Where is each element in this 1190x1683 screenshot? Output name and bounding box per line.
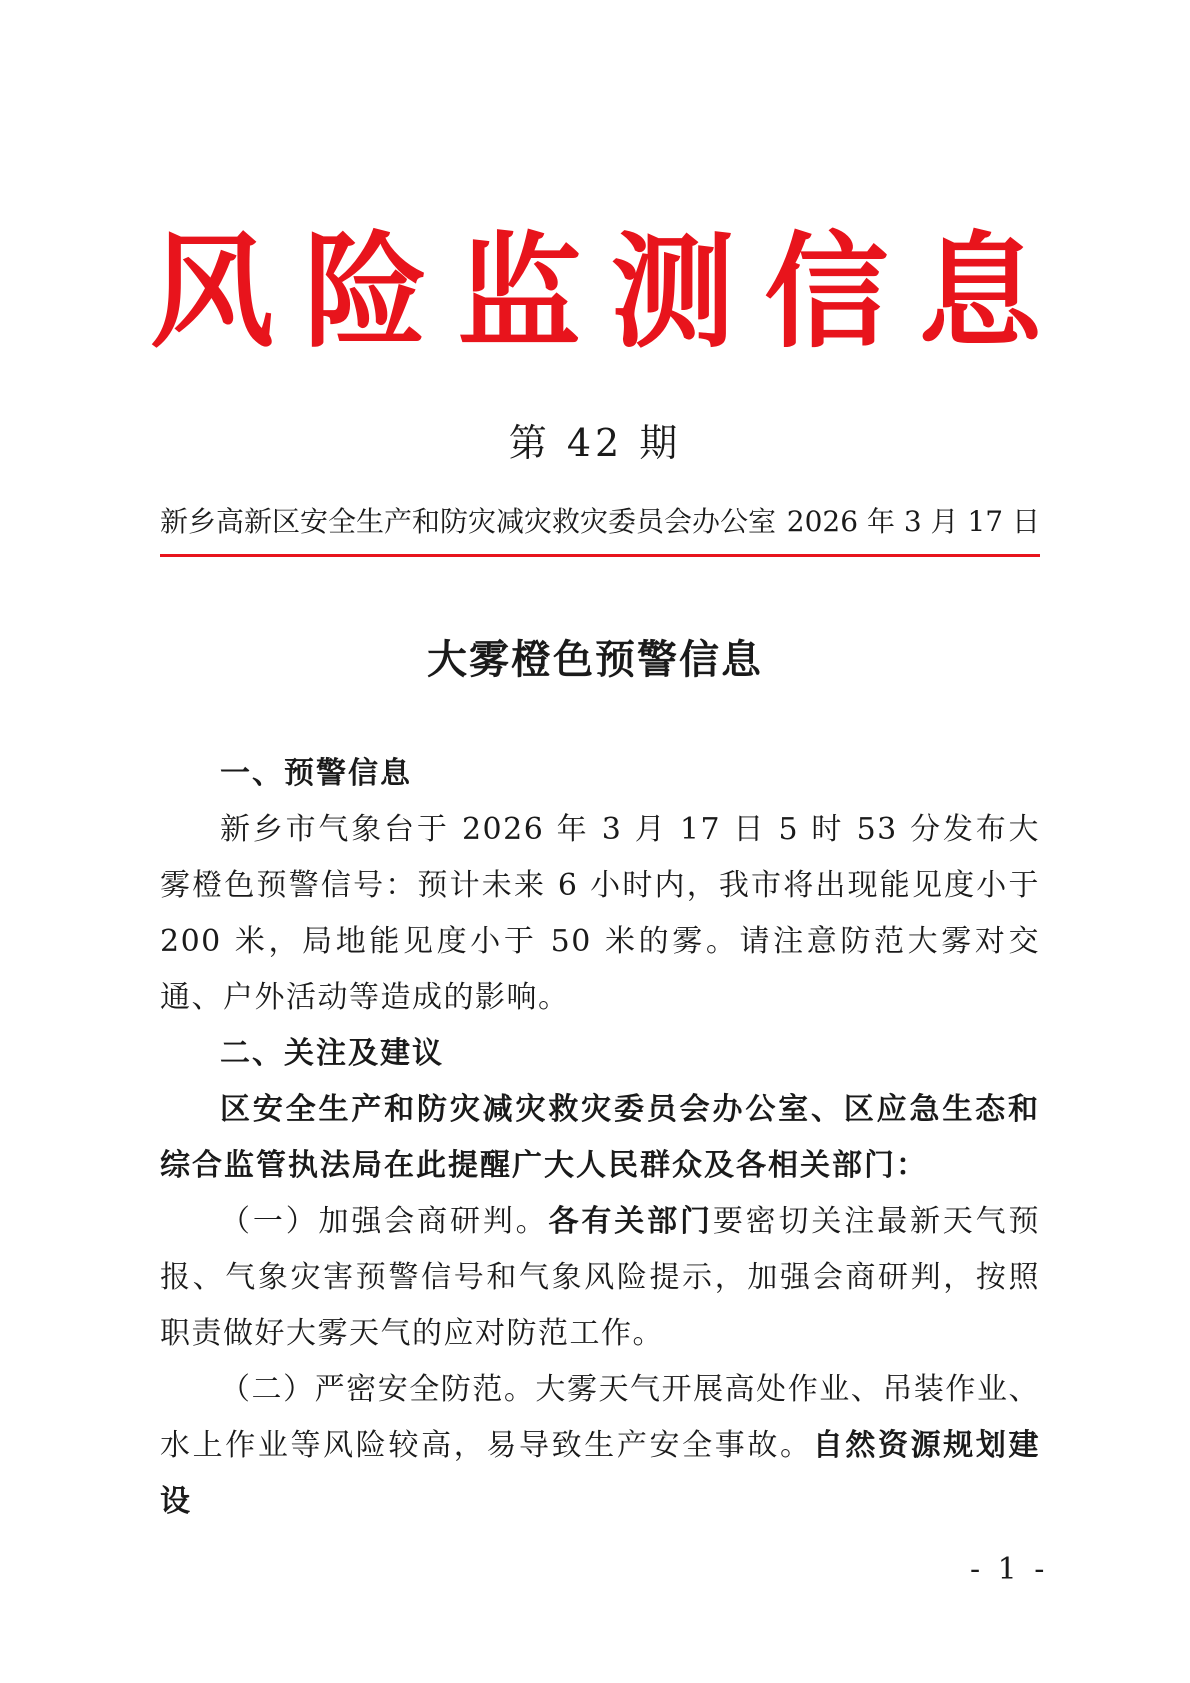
issuer-line (160, 500, 1040, 540)
red-divider (160, 554, 1040, 557)
masthead-char: 险 (303, 221, 428, 365)
masthead-char: 测 (610, 221, 735, 365)
advice-intro-paragraph: 区安全生产和防灾减灾救灾委员会办公室、区应急生态和综合监管执法局在此提醒广大人民群众及各相关部门： (160, 1092, 1040, 1183)
masthead-char: 监 (457, 221, 582, 365)
document-title: 大雾橙色预警信息 (427, 636, 763, 683)
warning-paragraph: 新乡市气象台于 2026 年 3 月 17 日 5 时 53 分发布大雾橙色预警信号：预计未来 6 小时内，我市将出现能见度小于 200 米，局地能见度小于 50 米的雾。请注意防范大雾对交通、户外活动等造成的影响。 (160, 812, 1040, 1015)
advice-item-2-lead: （二）严密安全防范。 (220, 1372, 536, 1407)
masthead-char: 息 (917, 221, 1042, 365)
issue-date: 2026 年 3 月 17 日 (786, 505, 1040, 538)
section-heading-advice: 二、关注及建议 (220, 1036, 444, 1071)
advice-item-1-emphasis: 各有关部门 (548, 1204, 713, 1239)
advice-item-2 (160, 1362, 1040, 1530)
section-heading-warning: 一、预警信息 (220, 756, 412, 791)
document-body (160, 746, 1040, 1530)
advice-item-2-emphasis: 自然资源规划建设 (160, 1428, 1041, 1519)
issue-number: 第 42 期 (508, 421, 682, 465)
advice-item-1 (160, 1194, 1040, 1362)
advice-item-2-text: 大雾天气开展高处作业、吊装作业、水上作业等风险较高，易导致生产安全事故。 (160, 1372, 1041, 1463)
masthead-char: 信 (764, 221, 889, 365)
advice-item-1-text: 要密切关注最新天气预报、气象灾害预警信号和气象风险提示，加强会商研判，按照职责做好大雾天气的应对防范工作。 (160, 1204, 1041, 1351)
masthead-title (150, 221, 1042, 365)
masthead-char: 风 (150, 221, 275, 365)
advice-item-1-lead: （一）加强会商研判。 (220, 1204, 549, 1239)
page-number: - 1 - (970, 1552, 1049, 1587)
issuer-name: 新乡高新区安全生产和防灾减灾救灾委员会办公室 (160, 505, 777, 538)
